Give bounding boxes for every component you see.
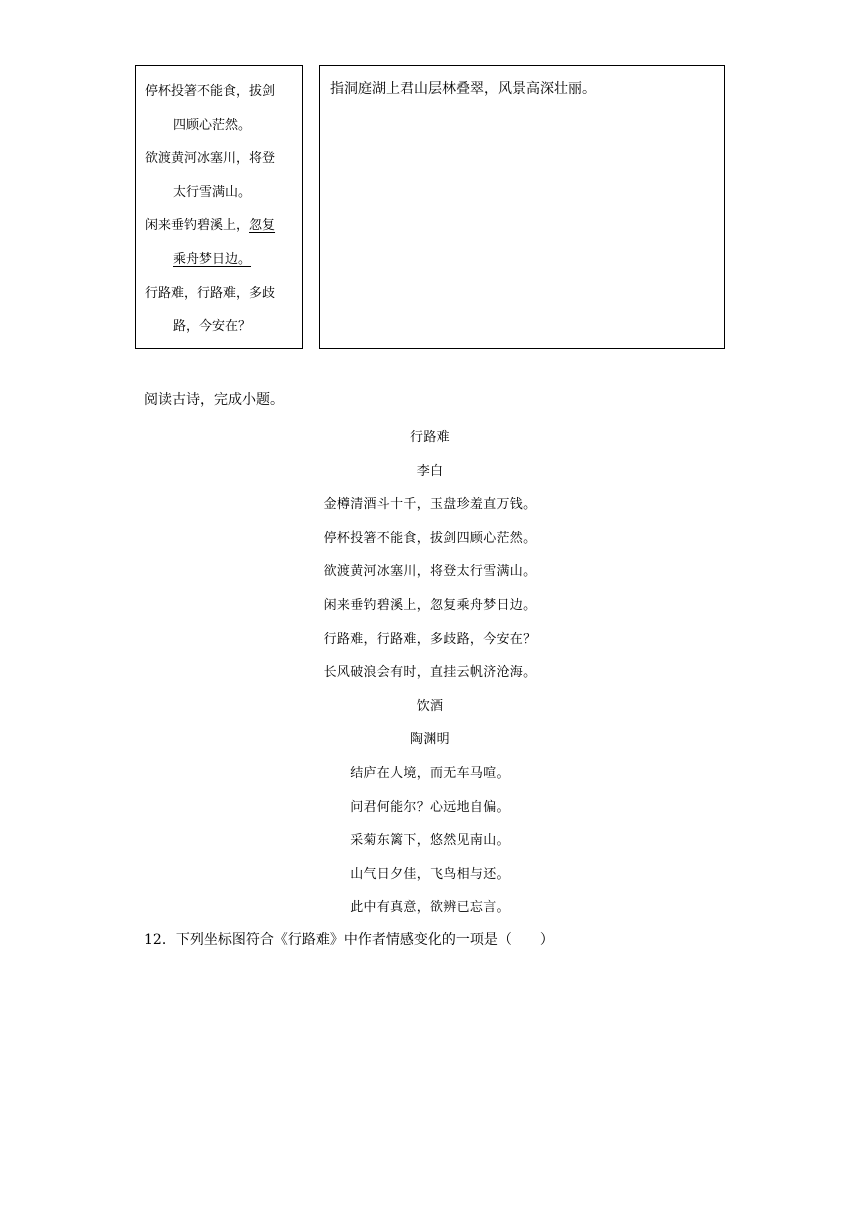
verse-couplet-2 xyxy=(145,142,294,209)
verse-line: 停杯投箸不能食，拔剑 xyxy=(145,84,276,99)
verse-line xyxy=(145,243,294,277)
verse-line: 太行雪满山。 xyxy=(173,184,252,200)
poem-line: 行路难，行路难，多歧路，今安在？ xyxy=(323,631,537,647)
question-text: 下列坐标图符合《行路难》中作者情感变化的一项是（ ） xyxy=(175,932,554,948)
verse-line: 欲渡黄河冰塞川，将登 xyxy=(145,151,276,167)
poem-line: 此中有真意，欲辨已忘言。 xyxy=(350,900,510,916)
question-12 xyxy=(144,929,554,951)
poem-line: 采菊东篱下，悠然见南山。 xyxy=(350,833,510,849)
annotation-text: 指洞庭湖上君山层林叠翠，风景高深壮丽。 xyxy=(330,81,596,97)
verse-line: 行路难，行路难，多歧 xyxy=(145,285,276,301)
underlined-phrase: 忽复 xyxy=(249,218,276,234)
verse-couplet-3 xyxy=(145,209,294,276)
poem-line: 长风破浪会有时，直挂云帆济沧海。 xyxy=(323,665,537,681)
verse-line-plain: 闲来垂钓碧溪上， xyxy=(145,218,250,234)
verse-couplet-1 xyxy=(145,75,294,142)
poem-excerpt-cell xyxy=(135,65,303,349)
poem-line: 闲来垂钓碧溪上，忽复乘舟梦日边。 xyxy=(323,597,537,613)
poem-author: 陶渊明 xyxy=(410,732,450,748)
reading-instruction: 阅读古诗，完成小题。 xyxy=(144,392,284,408)
verse-couplet-4 xyxy=(145,277,294,344)
poems-block xyxy=(0,421,860,925)
question-number: 12． xyxy=(144,932,176,948)
annotation-cell xyxy=(319,65,725,349)
poem-line: 结庐在人境，而无车马喧。 xyxy=(350,765,510,781)
poem-line: 山气日夕佳，飞鸟相与还。 xyxy=(350,866,510,882)
verse-line: 路，今安在？ xyxy=(173,319,252,335)
verse-line xyxy=(145,209,294,243)
poem-line: 问君何能尔？心远地自偏。 xyxy=(350,799,510,815)
poem-title: 行路难 xyxy=(410,430,450,445)
poem-line: 金樽清酒斗十千，玉盘珍羞直万钱。 xyxy=(323,497,537,513)
poem-title: 饮酒 xyxy=(416,698,444,714)
verse-line: 四顾心茫然。 xyxy=(173,117,252,133)
underlined-phrase: 乘舟梦日边。 xyxy=(173,251,252,267)
poem-line: 停杯投箸不能食，拔剑四顾心茫然。 xyxy=(323,530,537,546)
poem-line: 欲渡黄河冰塞川，将登太行雪满山。 xyxy=(323,564,537,580)
poem-author: 李白 xyxy=(416,463,444,479)
